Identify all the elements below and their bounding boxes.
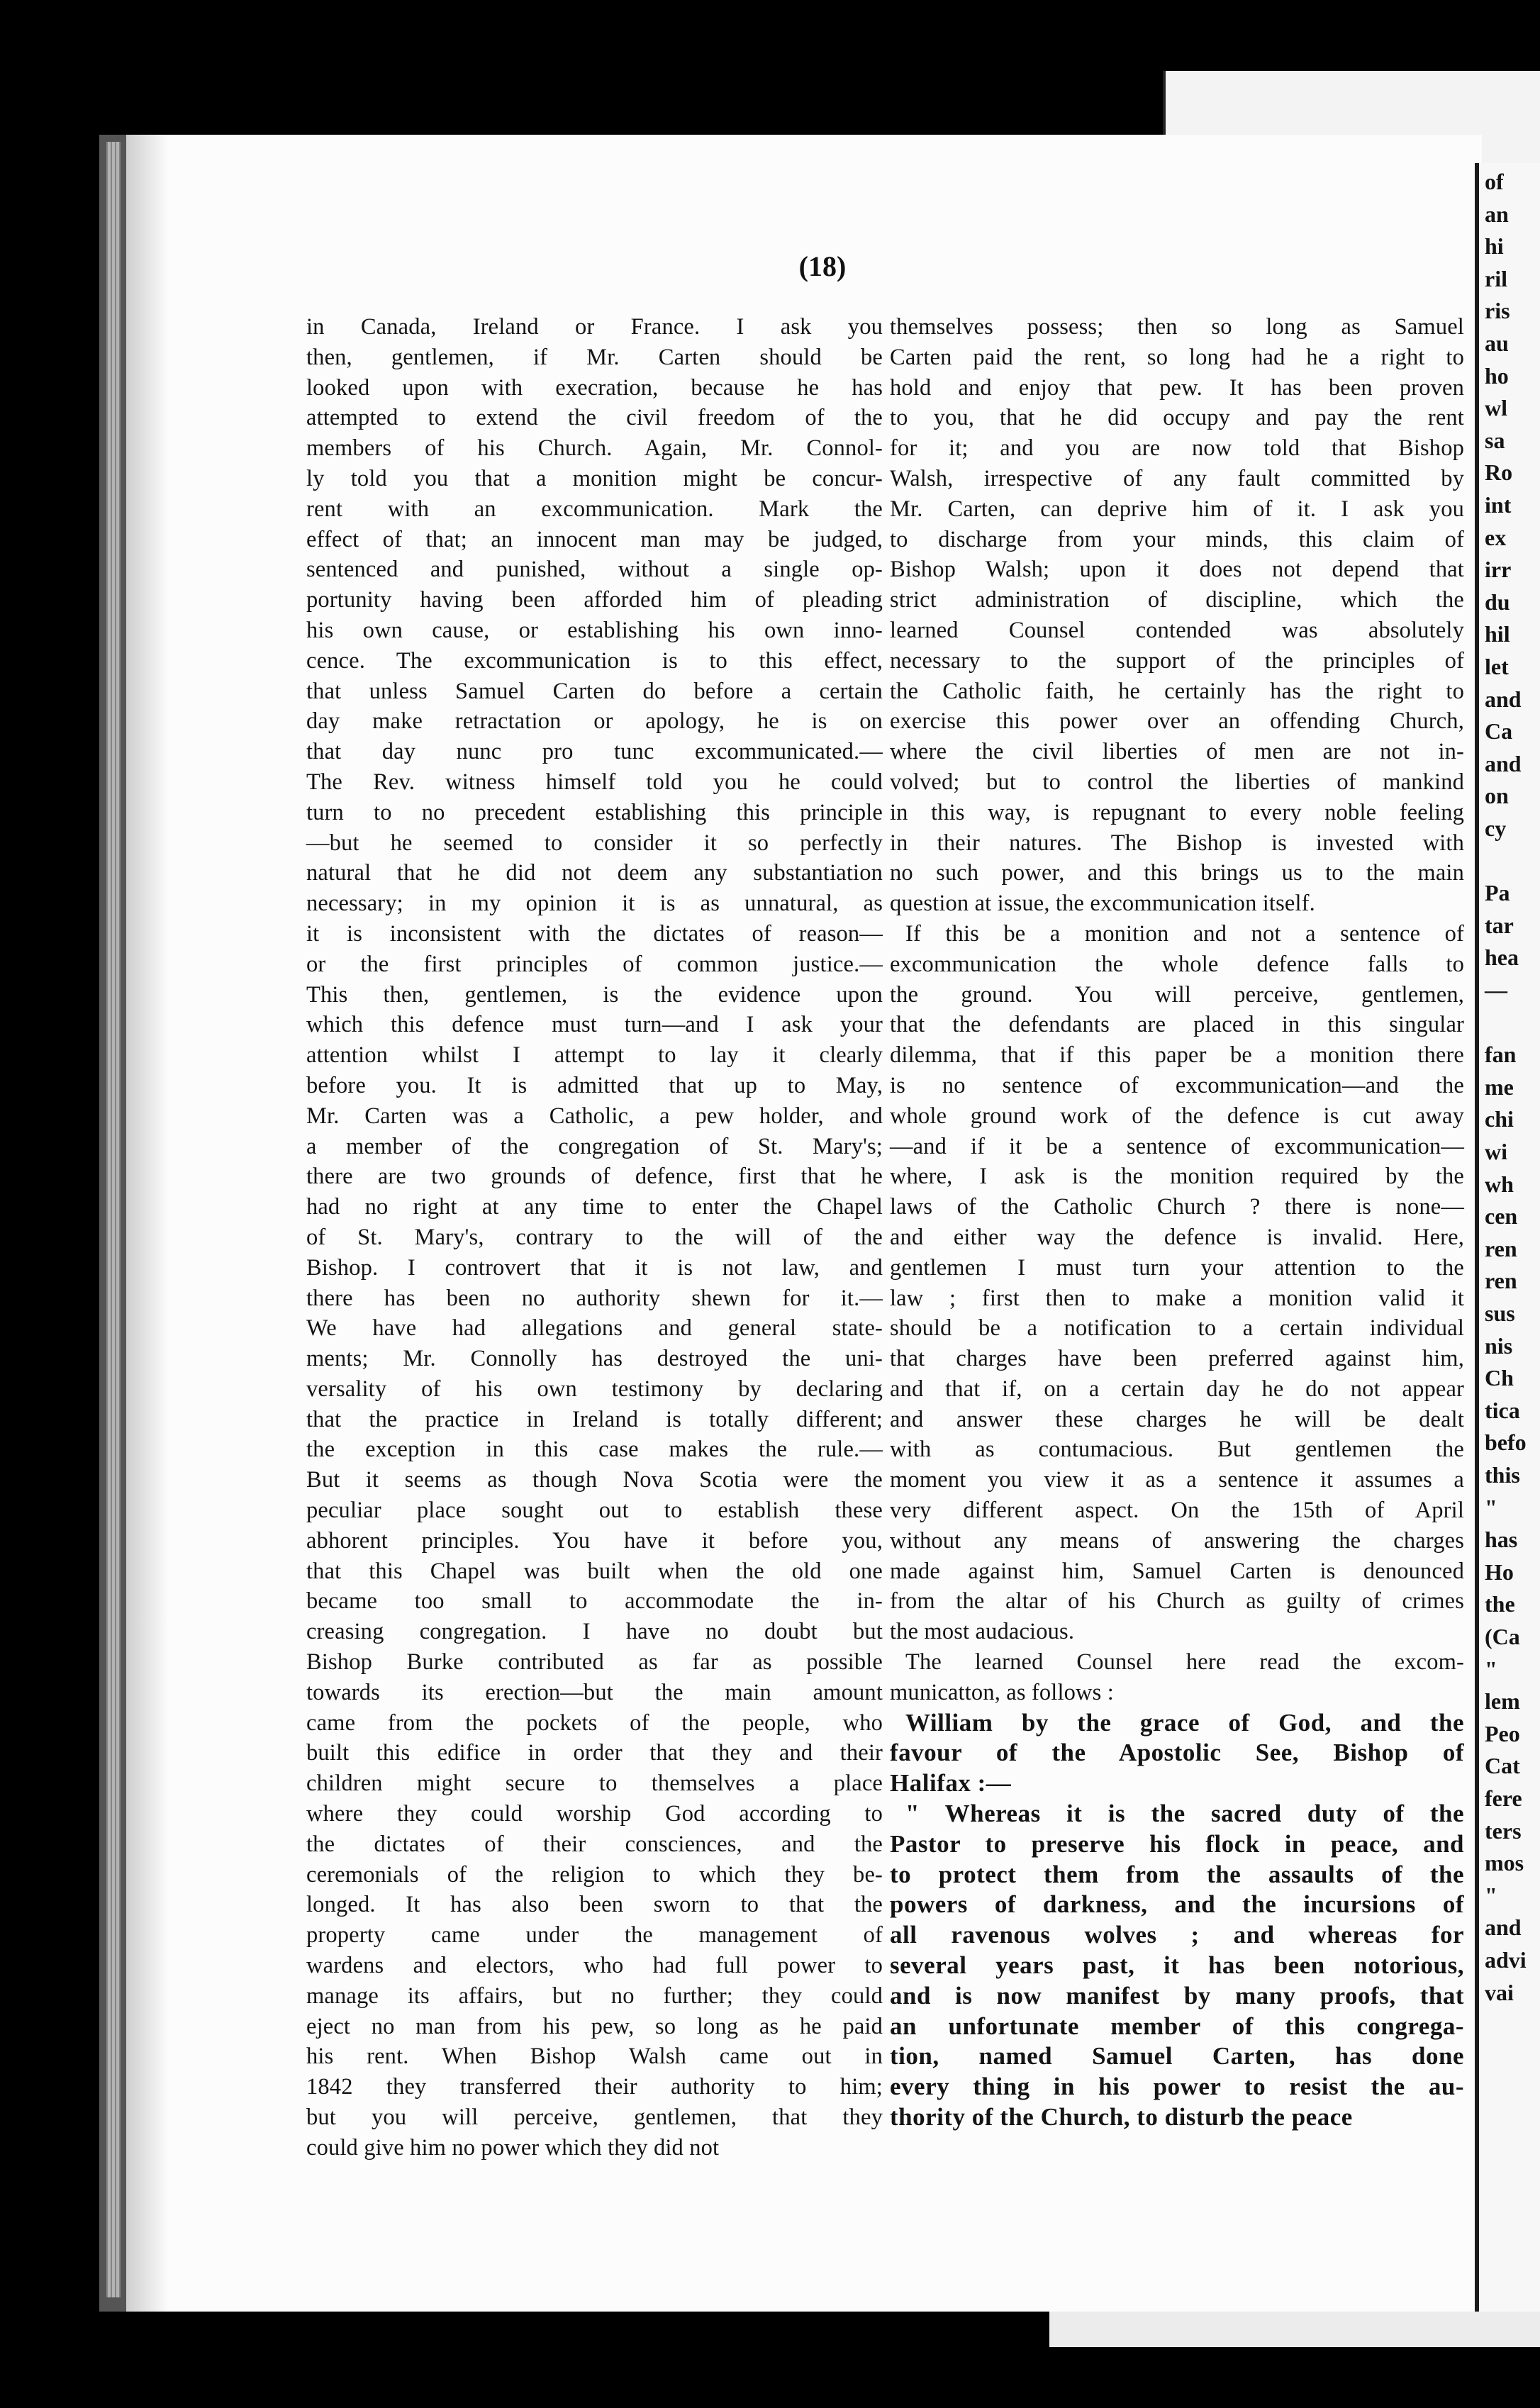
- text-line: and either way the defence is invalid. Here,: [890, 1224, 1464, 1250]
- text-line: learned Counsel contended was absolutely: [890, 617, 1464, 643]
- text-line: a member of the congregation of St. Mary's;: [306, 1133, 883, 1159]
- text-line: peculiar place sought out to establish these: [306, 1498, 883, 1524]
- text-line: Bishop Walsh; upon it does not depend that: [890, 557, 1464, 583]
- fragment-text: let: [1485, 654, 1509, 679]
- text-line: that this Chapel was built when the old one: [306, 1558, 883, 1584]
- text-line: that the practice in Ireland is totally different;: [306, 1406, 883, 1432]
- text-line: law ; first then to make a monition valid it: [890, 1285, 1464, 1311]
- text-line: rent with an excommunication. Mark the: [306, 496, 883, 522]
- fragment-text: befo: [1485, 1429, 1527, 1456]
- text-line: in Canada, Ireland or France. I ask you: [306, 314, 883, 340]
- text-line: became too small to accommodate the in-: [306, 1588, 883, 1615]
- text-line: very different aspect. On the 15th of April: [890, 1498, 1464, 1524]
- text-line: The Rev. witness himself told you he could: [306, 769, 883, 795]
- text-line: sentenced and punished, without a single op-: [306, 557, 883, 583]
- text-line: property came under the management of: [306, 1922, 883, 1949]
- text-line: portunity having been afforded him of pleading: [306, 587, 883, 613]
- text-line: his rent. When Bishop Walsh came out in: [306, 2044, 883, 2070]
- text-line: towards its erection—but the main amount: [306, 1679, 883, 1705]
- fragment-text: —: [1485, 977, 1507, 1003]
- fragment-text: fere: [1485, 1785, 1522, 1811]
- text-line: versality of his own testimony by declaring: [306, 1376, 883, 1402]
- text-line: it is inconsistent with the dictates of reason—: [306, 920, 883, 947]
- right-text-column: [890, 312, 1464, 2133]
- fragment-text: lem: [1485, 1688, 1520, 1715]
- text-line: volved; but to control the liberties of mankind: [890, 769, 1464, 795]
- gutter-shadow: [126, 135, 169, 2312]
- text-line: built this edifice in order that they and their: [306, 1740, 883, 1766]
- text-line: Bishop. I controvert that it is not law, and: [306, 1254, 883, 1281]
- text-line: the exception in this case makes the rule.—: [306, 1437, 883, 1463]
- text-line: cence. The excommunication is to this effect,: [306, 647, 883, 674]
- text-line: members of his Church. Again, Mr. Connol-: [306, 435, 883, 462]
- text-line: before you. It is admitted that up to May,: [306, 1072, 883, 1098]
- fragment-text: chi: [1485, 1106, 1514, 1132]
- text-line: for it; and you are now told that Bishop: [890, 435, 1464, 462]
- text-line: dilemma, that if this paper be a monition there: [890, 1042, 1464, 1069]
- fragment-text: int: [1485, 492, 1512, 518]
- text-line: all ravenous wolves ; and whereas for: [890, 1921, 1464, 1949]
- text-line: laws of the Catholic Church ? there is none—: [890, 1194, 1464, 1220]
- page-stack-edges: [106, 142, 121, 2297]
- text-line: which this defence must turn—and I ask your: [306, 1012, 883, 1038]
- text-line: question at issue, the excommunication itself.: [890, 891, 1315, 917]
- fragment-text: me: [1485, 1074, 1514, 1100]
- text-line: themselves possess; then so long as Samuel: [890, 314, 1464, 340]
- text-line: Bishop Burke contributed as far as possible: [306, 1649, 883, 1676]
- fragment-text: Ho: [1485, 1559, 1514, 1585]
- fragment-text: wi: [1485, 1139, 1507, 1164]
- text-line: attempted to extend the civil freedom of the: [306, 405, 883, 431]
- fragment-text: hea: [1485, 944, 1519, 971]
- text-line: to discharge from your minds, this claim of: [890, 526, 1464, 552]
- fragment-text: Pa: [1485, 880, 1510, 906]
- text-line: manage its affairs, but no further; they could: [306, 1983, 883, 2009]
- text-line: necessary; in my opinion it is as unnatural, as: [306, 891, 883, 917]
- fragment-text: hil: [1485, 621, 1510, 647]
- text-line: to protect them from the assaults of the: [890, 1860, 1464, 1888]
- text-line: ments; Mr. Connolly has destroyed the uni-: [306, 1346, 883, 1372]
- text-line: Pastor to preserve his flock in peace, and: [890, 1829, 1464, 1858]
- text-line: ly told you that a monition might be concur-: [306, 465, 883, 491]
- text-line: his own cause, or establishing his own inno-: [306, 617, 883, 643]
- text-line: that charges have been preferred against him,: [890, 1346, 1464, 1372]
- fragment-text: wh: [1485, 1171, 1514, 1197]
- fragment-text: mos: [1485, 1850, 1524, 1876]
- text-line: the most audacious.: [890, 1619, 1075, 1645]
- fragment-text: advi: [1485, 1947, 1527, 1973]
- fragment-text: irr: [1485, 557, 1512, 583]
- text-line: and answer these charges he will be dealt: [890, 1406, 1464, 1432]
- fragment-text: nis: [1485, 1332, 1513, 1359]
- text-line: with as contumacious. But gentlemen the: [890, 1437, 1464, 1463]
- text-line: where, I ask is the monition required by the: [890, 1164, 1464, 1190]
- text-line: could give him no power which they did not: [306, 2134, 720, 2161]
- text-line: then, gentlemen, if Mr. Carten should be: [306, 344, 883, 370]
- fragment-text: ren: [1485, 1235, 1517, 1261]
- text-line: that unless Samuel Carten do before a certain: [306, 678, 883, 704]
- text-line: the dictates of their consciences, and the: [306, 1831, 883, 1857]
- text-line: and is now manifest by many proofs, that: [890, 1981, 1464, 2010]
- fragment-text: sus: [1485, 1300, 1515, 1326]
- text-line: attention whilst I attempt to lay it clearly: [306, 1042, 883, 1069]
- fragment-text: of: [1485, 169, 1504, 194]
- book-binding-edge: [0, 0, 99, 2408]
- fragment-text: vai: [1485, 1979, 1514, 2005]
- text-line: strict administration of discipline, which the: [890, 587, 1464, 613]
- text-line: natural that he did not deem any substantiation: [306, 860, 883, 886]
- text-line: Carten paid the rent, so long had he a right to: [890, 344, 1464, 370]
- fragment-text: Cat: [1485, 1753, 1520, 1779]
- fragment-text: ris: [1485, 298, 1510, 324]
- fragment-text: au: [1485, 330, 1509, 356]
- text-line: Mr. Carten was a Catholic, a pew holder, and: [306, 1103, 883, 1129]
- fragment-text: and: [1485, 1914, 1522, 1941]
- text-line: 1842 they transferred their authority to him;: [306, 2074, 883, 2100]
- left-text-column: [306, 312, 883, 2163]
- fragment-text: hi: [1485, 233, 1504, 260]
- text-line: is no sentence of excommunication—and the: [890, 1072, 1464, 1098]
- text-line: that day nunc pro tunc excommunicated.—: [306, 739, 883, 765]
- fragment-text: on: [1485, 783, 1509, 809]
- text-line: day make retractation or apology, he is on: [306, 708, 883, 735]
- text-line: —but he seemed to consider it so perfectly: [306, 830, 883, 856]
- text-line: of St. Mary's, contrary to the will of the: [306, 1224, 883, 1250]
- text-line: This then, gentlemen, is the evidence upon: [306, 981, 883, 1008]
- text-line: We have had allegations and general state-: [306, 1315, 883, 1342]
- text-line: made against him, Samuel Carten is denounced: [890, 1558, 1464, 1584]
- fragment-text: the: [1485, 1591, 1515, 1617]
- text-line: favour of the Apostolic See, Bishop of: [890, 1739, 1464, 1767]
- fragment-text: tica: [1485, 1397, 1520, 1423]
- text-line: had no right at any time to enter the Chapel: [306, 1194, 883, 1220]
- fragment-text: this: [1485, 1462, 1520, 1488]
- text-line: but you will perceive, gentlemen, that they: [306, 2105, 883, 2131]
- fragment-text: ril: [1485, 265, 1507, 291]
- text-line: came from the pockets of the people, who: [306, 1710, 883, 1736]
- fragment-text: (Ca: [1485, 1624, 1520, 1649]
- text-line: wardens and electors, who had full power to: [306, 1953, 883, 1979]
- text-line: hold and enjoy that pew. It has been proven: [890, 374, 1464, 401]
- text-line: municatton, as follows :: [890, 1679, 1114, 1705]
- text-line: or the first principles of common justice.—: [306, 951, 883, 977]
- text-line: Walsh, irrespective of any fault committed by: [890, 465, 1464, 491]
- text-line: abhorent principles. You have it before you,: [306, 1527, 883, 1554]
- text-line: and that if, on a certain day he do not appear: [890, 1376, 1464, 1402]
- fragment-text: tar: [1485, 912, 1514, 938]
- text-line: longed. It has also been sworn to that the: [306, 1892, 883, 1918]
- fragment-text: cen: [1485, 1203, 1518, 1230]
- fragment-text: fan: [1485, 1042, 1517, 1068]
- text-line: " Whereas it is the sacred duty of the: [905, 1800, 1464, 1828]
- text-line: should be a notification to a certain individual: [890, 1315, 1464, 1342]
- text-line: exercise this power over an offending Church,: [890, 708, 1464, 735]
- fragment-text: Ch: [1485, 1365, 1514, 1391]
- fragment-text: ters: [1485, 1817, 1522, 1844]
- text-line: from the altar of his Church as guilty of crimes: [890, 1588, 1464, 1615]
- text-line: no such power, and this brings us to the main: [890, 860, 1464, 886]
- text-line: where the civil liberties of men are not in-: [890, 739, 1464, 765]
- text-line: the ground. You will perceive, gentlemen,: [890, 981, 1464, 1008]
- text-line: creasing congregation. I have no doubt but: [306, 1619, 883, 1645]
- text-line: looked upon with execration, because he has: [306, 374, 883, 401]
- fragment-text: ex: [1485, 524, 1507, 550]
- fragment-text: du: [1485, 589, 1510, 615]
- fragment-text: and: [1485, 750, 1522, 776]
- text-line: without any means of answering the charges: [890, 1527, 1464, 1554]
- text-line: effect of that; an innocent man may be judged,: [306, 526, 883, 552]
- text-line: children might secure to themselves a place: [306, 1771, 883, 1797]
- text-line: there has been no authority shewn for it.—: [306, 1285, 883, 1311]
- fragment-text: sa: [1485, 427, 1505, 453]
- text-line: But it seems as though Nova Scotia were the: [306, 1467, 883, 1493]
- text-line: gentlemen I must turn your attention to the: [890, 1254, 1464, 1281]
- fragment-text: ren: [1485, 1268, 1517, 1294]
- text-line: necessary to the support of the principles of: [890, 647, 1464, 674]
- fragment-text: ": [1485, 1656, 1497, 1682]
- fragment-text: has: [1485, 1527, 1518, 1553]
- page-number: (18): [798, 250, 847, 282]
- text-line: —and if it be a sentence of excommunication—: [890, 1133, 1464, 1159]
- text-line: tion, named Samuel Carten, has done: [890, 2042, 1464, 2070]
- text-line: where they could worship God according to: [306, 1801, 883, 1827]
- text-line: excommunication the whole defence falls to: [890, 951, 1464, 977]
- text-line: in their natures. The Bishop is invested with: [890, 830, 1464, 856]
- text-line: every thing in his power to resist the au-: [890, 2073, 1464, 2101]
- fragment-text: ho: [1485, 362, 1509, 389]
- text-line: thority of the Church, to disturb the peace: [890, 2103, 1353, 2131]
- text-line: powers of darkness, and the incursions of: [890, 1890, 1464, 1919]
- text-line: several years past, it has been notorious,: [890, 1951, 1464, 1980]
- fragment-text: cy: [1485, 815, 1507, 841]
- fragment-text: Ro: [1485, 459, 1513, 486]
- text-line: to you, that he did occupy and pay the rent: [890, 405, 1464, 431]
- text-line: moment you view it as a sentence it assumes a: [890, 1467, 1464, 1493]
- text-line: William by the grace of God, and the: [905, 1708, 1464, 1737]
- fragment-text: Peo: [1485, 1720, 1520, 1746]
- text-line: in this way, is repugnant to every noble feeling: [890, 799, 1464, 825]
- text-line: the Catholic faith, he certainly has the right to: [890, 678, 1464, 704]
- fragment-text: and: [1485, 686, 1522, 712]
- text-line: an unfortunate member of this congrega-: [890, 2012, 1464, 2040]
- fragment-text: ": [1485, 1494, 1497, 1520]
- text-line: turn to no precedent establishing this principle: [306, 799, 883, 825]
- text-line: The learned Counsel here read the excom-: [905, 1649, 1464, 1676]
- text-line: there are two grounds of defence, first that he: [306, 1164, 883, 1190]
- text-line: whole ground work of the defence is cut away: [890, 1103, 1464, 1129]
- adjacent-page-fragment: [1475, 163, 1540, 2312]
- text-line: Mr. Carten, can deprive him of it. I ask you: [890, 496, 1464, 522]
- fragment-text: wl: [1485, 395, 1507, 421]
- fragment-text: an: [1485, 201, 1509, 227]
- fragment-text: Ca: [1485, 718, 1513, 745]
- text-line: that the defendants are placed in this singular: [890, 1012, 1464, 1038]
- text-line: eject no man from his pew, so long as he paid: [306, 2013, 883, 2039]
- text-line: ceremonials of the religion to which they be-: [306, 1861, 883, 1888]
- fragment-text: ": [1485, 1882, 1497, 1908]
- text-line: If this be a monition and not a sentence of: [905, 920, 1464, 947]
- text-line: Halifax :—: [890, 1769, 1012, 1797]
